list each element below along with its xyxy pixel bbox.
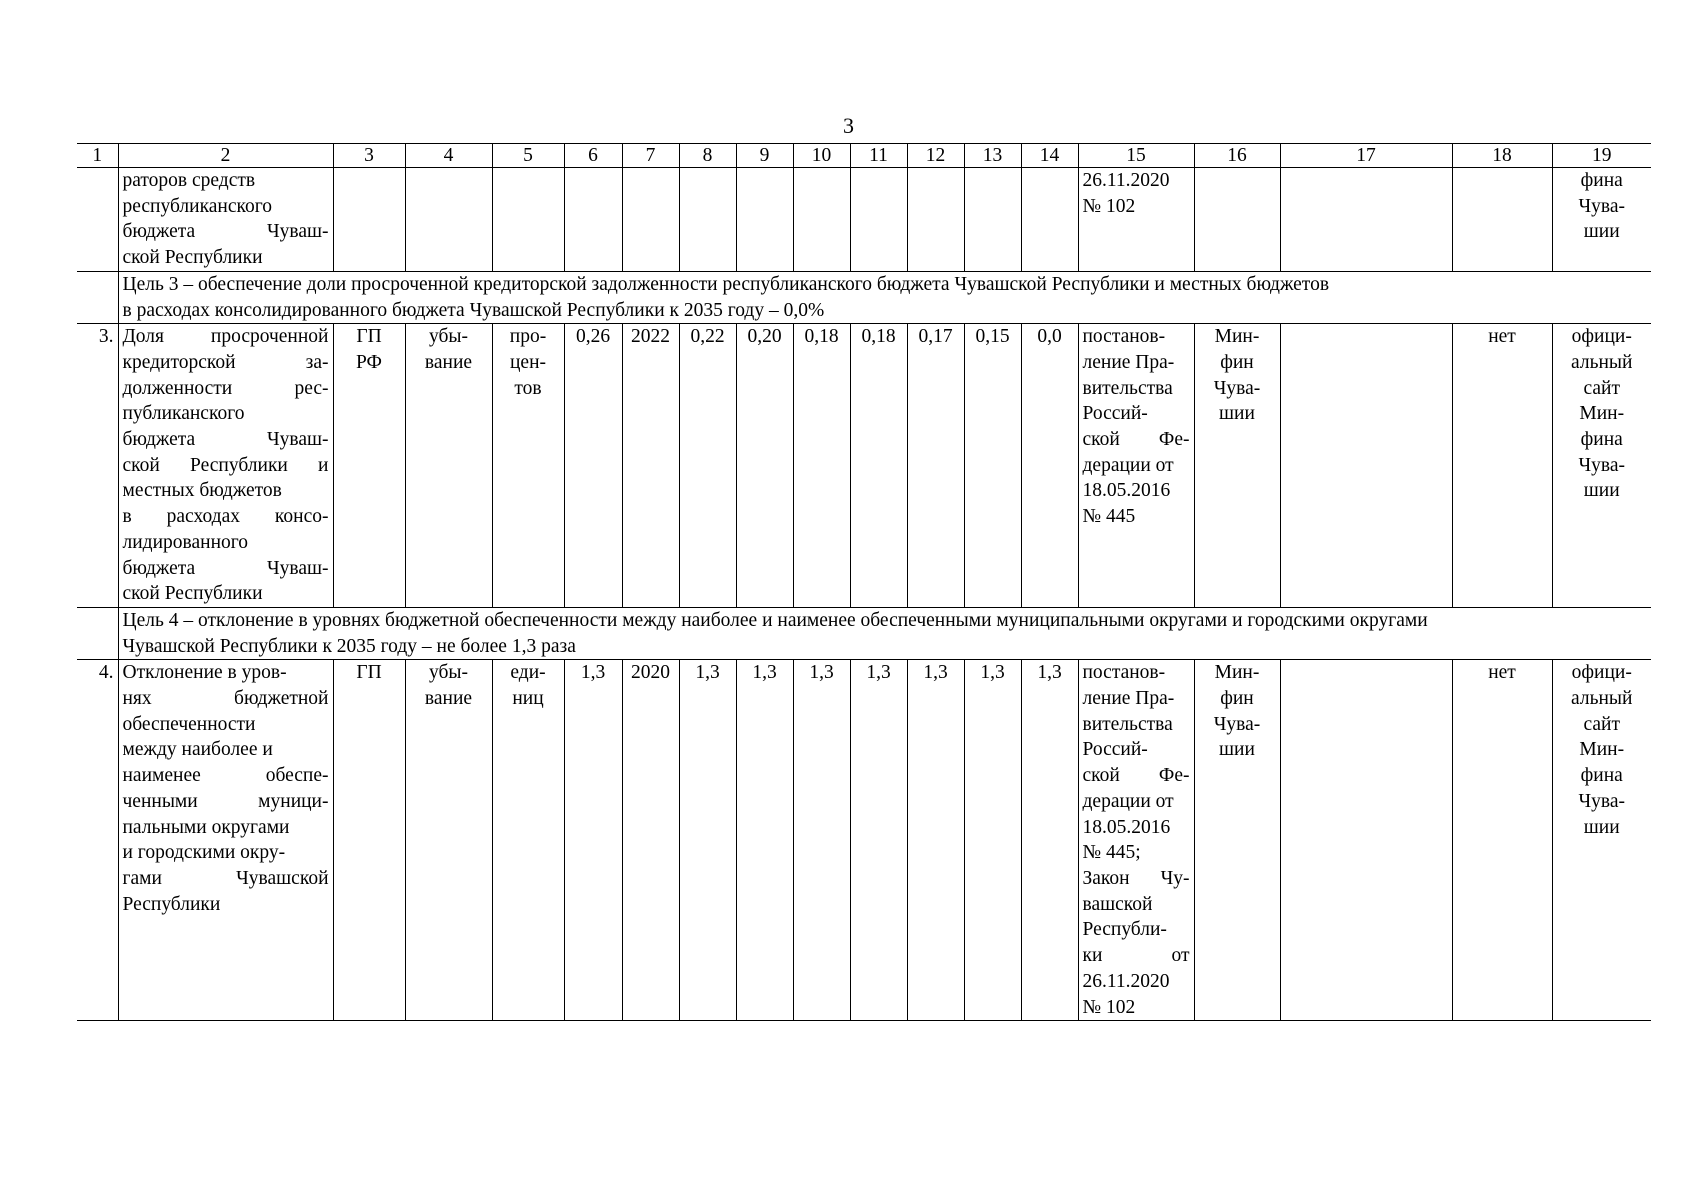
document-cell xyxy=(1078,660,1194,1021)
responsible-cell xyxy=(1194,660,1280,1021)
row-number-cell xyxy=(77,168,118,272)
text-line: шии xyxy=(1583,816,1620,838)
column-number: 10 xyxy=(793,144,850,168)
text-line: шии xyxy=(1583,221,1620,243)
column-number: 19 xyxy=(1552,144,1651,168)
text-line: бюджета Чуваш- xyxy=(122,557,329,579)
text-line: ГП xyxy=(356,662,382,684)
goal-4-text xyxy=(118,607,1651,659)
text-line: пальными округами xyxy=(122,816,290,838)
text-line: сайт xyxy=(1583,713,1620,735)
text-line: № 445; xyxy=(1082,842,1141,864)
empty-cell xyxy=(333,168,405,272)
text-line: бюджета Чуваш- xyxy=(122,221,329,243)
text-line: Чува- xyxy=(1578,195,1626,217)
empty-cell xyxy=(736,168,793,272)
text-line: Мин- xyxy=(1579,403,1625,425)
empty-cell xyxy=(1280,660,1452,1021)
value-cell: 1,3 xyxy=(907,660,964,1021)
text-line: офици- xyxy=(1571,662,1632,684)
text-line: убы- xyxy=(428,662,468,684)
text-line: фина xyxy=(1580,765,1623,787)
text-line: ской Республики xyxy=(122,247,263,269)
source-cell xyxy=(1552,660,1651,1021)
text-line: ГП xyxy=(356,326,382,348)
empty-cell xyxy=(622,168,679,272)
empty-cell xyxy=(1021,168,1078,272)
text-line: долженности рес- xyxy=(122,377,329,399)
level-cell xyxy=(333,660,405,1021)
text-line: бюджета Чуваш- xyxy=(122,429,329,451)
text-line: Мин- xyxy=(1214,326,1260,348)
text-line: вашской xyxy=(1082,893,1153,915)
column-number-row xyxy=(77,144,1651,168)
text-line: вание xyxy=(424,351,473,373)
level-cell xyxy=(333,324,405,608)
source-cell xyxy=(1552,324,1651,608)
document-cell xyxy=(1078,324,1194,608)
base-value-cell: 0,26 xyxy=(564,324,622,608)
empty-cell xyxy=(964,168,1021,272)
text-line: Чува- xyxy=(1213,713,1261,735)
source-cell xyxy=(1552,168,1651,272)
empty-cell xyxy=(77,271,118,323)
text-line: убы- xyxy=(428,326,468,348)
text-line: ской Республики xyxy=(122,583,263,605)
column-number: 3 xyxy=(333,144,405,168)
flag-cell: нет xyxy=(1452,660,1552,1021)
indicator-name-cell xyxy=(118,660,333,1021)
text-line: Цель 4 – отклонение в уровнях бюджетной обеспеченности между наиболее и наименее обеспеченными муниципальными округами и городскими округами xyxy=(122,609,1428,631)
text-line: Отклонение в уров- xyxy=(122,662,287,684)
text-line: Чува- xyxy=(1578,790,1626,812)
text-line: фина xyxy=(1580,429,1623,451)
text-line: лидированного xyxy=(122,531,249,553)
text-line: тов xyxy=(514,377,542,399)
text-line: Мин- xyxy=(1214,662,1260,684)
table-row-4 xyxy=(77,660,1651,1021)
text-line: дерации от xyxy=(1082,454,1174,476)
column-number: 14 xyxy=(1021,144,1078,168)
text-line: постанов- xyxy=(1082,326,1166,348)
text-line: раторов средств xyxy=(122,170,256,191)
goal-3-text xyxy=(118,271,1651,323)
text-line: публиканского xyxy=(122,403,245,425)
value-cell: 0,18 xyxy=(793,324,850,608)
text-line: постанов- xyxy=(1082,662,1166,684)
flag-cell: нет xyxy=(1452,324,1552,608)
empty-cell xyxy=(1194,168,1280,272)
base-year-cell: 2020 xyxy=(622,660,679,1021)
text-line: и городскими окру- xyxy=(122,842,286,864)
column-number: 9 xyxy=(736,144,793,168)
text-line: ление Пра- xyxy=(1082,351,1175,373)
text-line: Республики xyxy=(122,893,221,915)
text-line: цен- xyxy=(509,351,547,373)
text-line: обеспеченности xyxy=(122,713,256,735)
text-line: № 102 xyxy=(1082,996,1136,1018)
empty-cell xyxy=(405,168,492,272)
base-value-cell: 1,3 xyxy=(564,660,622,1021)
column-number: 2 xyxy=(118,144,333,168)
text-line: Россий- xyxy=(1082,739,1148,761)
text-line: кредиторской за- xyxy=(122,351,329,373)
empty-cell xyxy=(1452,168,1552,272)
text-line: № 102 xyxy=(1082,195,1136,217)
unit-cell xyxy=(492,324,564,608)
text-line: ской Фе- xyxy=(1082,429,1190,451)
value-cell: 1,3 xyxy=(1021,660,1078,1021)
text-line: № 445 xyxy=(1082,506,1136,528)
indicator-name-cell xyxy=(118,168,333,272)
text-line: ченными муници- xyxy=(122,790,329,812)
value-cell: 1,3 xyxy=(679,660,736,1021)
text-line: в расходах консолидированного бюджета Чувашской Республики к 2035 году – 0,0% xyxy=(122,299,825,321)
text-line: Доля просроченной xyxy=(122,326,329,348)
text-line: 26.11.2020 xyxy=(1082,170,1170,191)
text-line: в расходах консо- xyxy=(122,506,329,528)
text-line: офици- xyxy=(1571,326,1632,348)
text-line: нях бюджетной xyxy=(122,688,329,710)
empty-cell xyxy=(907,168,964,272)
column-number: 13 xyxy=(964,144,1021,168)
text-line: шии xyxy=(1583,480,1620,502)
unit-cell xyxy=(492,660,564,1021)
goal-row-4 xyxy=(77,607,1651,659)
empty-cell xyxy=(850,168,907,272)
value-cell: 1,3 xyxy=(964,660,1021,1021)
page-number: 3 xyxy=(843,113,854,138)
column-number: 12 xyxy=(907,144,964,168)
text-line: Чувашской Республики к 2035 году – не более 1,3 раза xyxy=(122,635,576,657)
text-line: 26.11.2020 xyxy=(1082,970,1170,992)
text-line: альный xyxy=(1571,351,1633,373)
column-number: 18 xyxy=(1452,144,1552,168)
text-line: Россий- xyxy=(1082,403,1148,425)
empty-cell xyxy=(1280,168,1452,272)
column-number: 8 xyxy=(679,144,736,168)
value-cell: 0,18 xyxy=(850,324,907,608)
text-line: вительства xyxy=(1082,713,1173,735)
row-number: 3. xyxy=(77,324,118,608)
text-line: Чува- xyxy=(1578,454,1626,476)
direction-cell xyxy=(405,324,492,608)
column-number: 11 xyxy=(850,144,907,168)
row-number: 4. xyxy=(77,660,118,1021)
empty-cell xyxy=(793,168,850,272)
text-line: ниц xyxy=(512,688,544,710)
text-line: вительства xyxy=(1082,377,1173,399)
table-row-3 xyxy=(77,324,1651,608)
value-cell: 0,17 xyxy=(907,324,964,608)
column-number: 1 xyxy=(77,144,118,168)
text-line: Мин- xyxy=(1579,739,1625,761)
text-line: 18.05.2016 xyxy=(1082,816,1171,838)
value-cell: 1,3 xyxy=(793,660,850,1021)
text-line: еди- xyxy=(510,662,546,684)
table-row-continuation xyxy=(77,168,1651,272)
text-line: про- xyxy=(509,326,547,348)
text-line: местных бюджетов xyxy=(122,480,282,502)
column-number: 17 xyxy=(1280,144,1452,168)
column-number: 4 xyxy=(405,144,492,168)
document-cell xyxy=(1078,168,1194,272)
text-line: республиканского xyxy=(122,195,272,217)
value-cell: 1,3 xyxy=(736,660,793,1021)
text-line: фина xyxy=(1580,170,1623,191)
column-number: 15 xyxy=(1078,144,1194,168)
text-line: Чува- xyxy=(1213,377,1261,399)
direction-cell xyxy=(405,660,492,1021)
text-line: ки от xyxy=(1082,945,1190,967)
text-line: вание xyxy=(424,688,473,710)
empty-cell xyxy=(564,168,622,272)
text-line: сайт xyxy=(1583,377,1620,399)
text-line: 18.05.2016 xyxy=(1082,480,1171,502)
value-cell: 0,22 xyxy=(679,324,736,608)
text-line: Закон Чу- xyxy=(1082,867,1190,889)
empty-cell xyxy=(492,168,564,272)
value-cell: 0,15 xyxy=(964,324,1021,608)
text-line: РФ xyxy=(356,351,382,373)
text-line: фин xyxy=(1220,688,1254,710)
text-line: гами Чувашской xyxy=(122,867,329,889)
indicators-table xyxy=(77,143,1651,1021)
column-number: 5 xyxy=(492,144,564,168)
base-year-cell: 2022 xyxy=(622,324,679,608)
text-line: между наиболее и xyxy=(122,739,273,761)
value-cell: 0,20 xyxy=(736,324,793,608)
text-line: фин xyxy=(1220,351,1254,373)
text-line: шии xyxy=(1219,739,1255,761)
goal-row-3 xyxy=(77,271,1651,323)
text-line: ской Фе- xyxy=(1082,765,1190,787)
text-line: дерации от xyxy=(1082,790,1174,812)
text-line: Цель 3 – обеспечение доли просроченной кредиторской задолженности республиканского бюджета Чувашской Республики и местных бюджетов xyxy=(122,273,1330,295)
empty-cell xyxy=(77,607,118,659)
text-line: шии xyxy=(1219,403,1255,425)
value-cell: 0,0 xyxy=(1021,324,1078,608)
empty-cell xyxy=(679,168,736,272)
text-line: Республи- xyxy=(1082,919,1167,941)
column-number: 6 xyxy=(564,144,622,168)
text-line: наименее обеспе- xyxy=(122,765,329,787)
text-line: ление Пра- xyxy=(1082,688,1175,710)
column-number: 16 xyxy=(1194,144,1280,168)
text-line: альный xyxy=(1571,688,1633,710)
responsible-cell xyxy=(1194,324,1280,608)
text-line: ской Республики и xyxy=(122,454,329,476)
column-number: 7 xyxy=(622,144,679,168)
value-cell: 1,3 xyxy=(850,660,907,1021)
empty-cell xyxy=(1280,324,1452,608)
indicator-name-cell xyxy=(118,324,333,608)
